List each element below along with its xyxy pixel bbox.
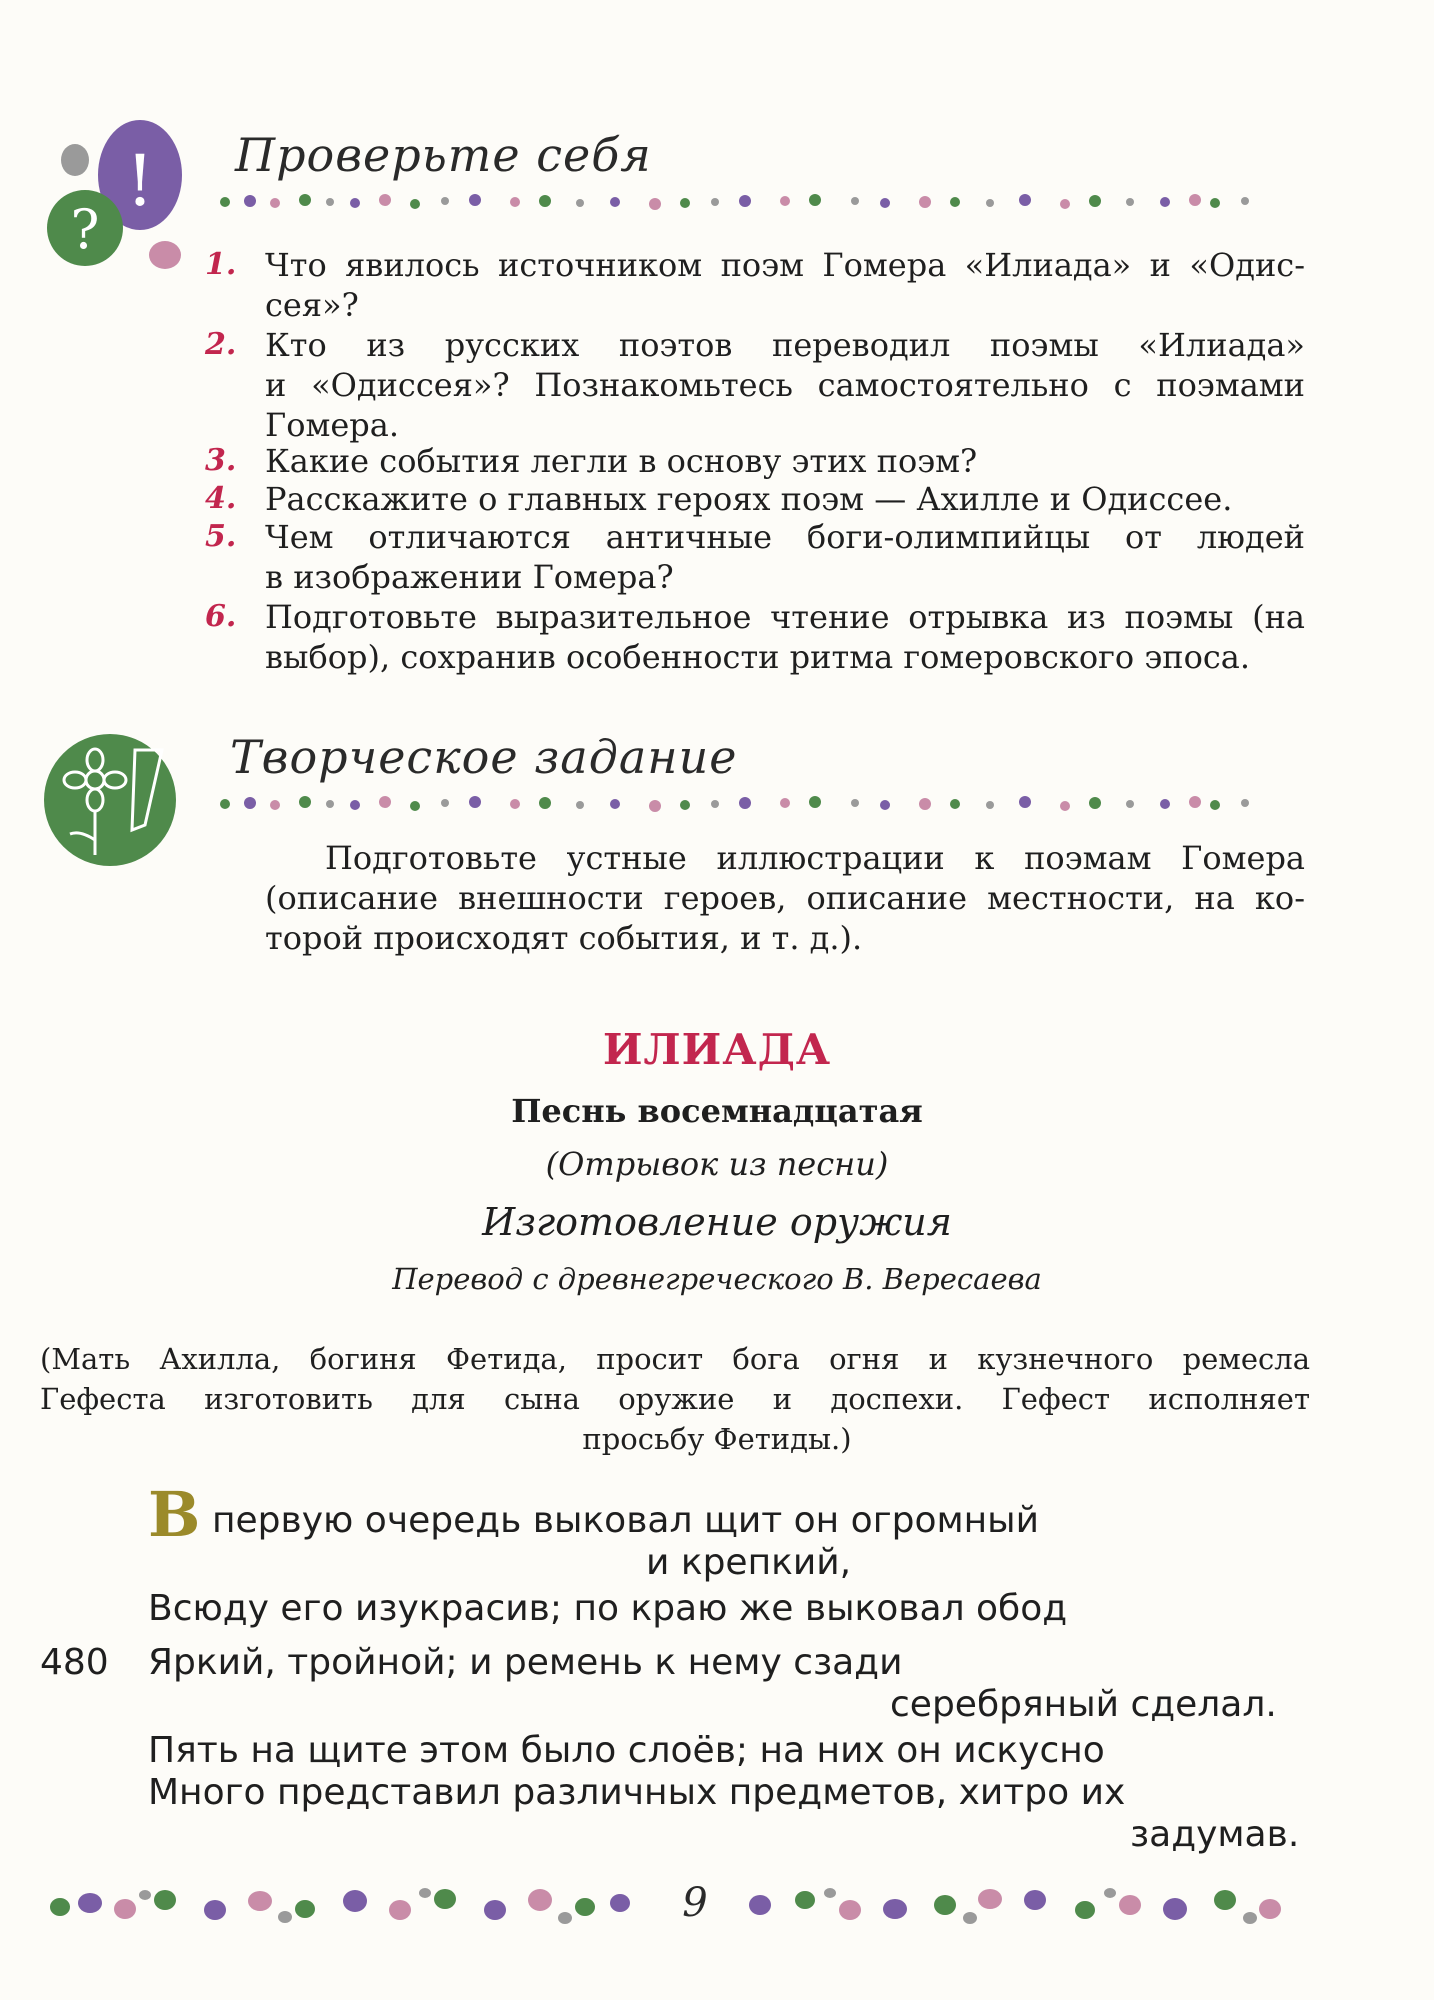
question-line: Расскажите о главных героях поэм — Ахилле и Одиссее. xyxy=(265,480,1233,518)
question-number: 1. xyxy=(205,247,237,282)
verse-line: Яркий, тройной; и ремень к нему сзади xyxy=(148,1642,903,1683)
excerpt-note: (Отрывок из песни) xyxy=(545,1145,889,1183)
verse-line: серебряный сделал. xyxy=(890,1684,1277,1725)
dot-divider xyxy=(215,792,1260,816)
question-line: в изображении Гомера? xyxy=(265,558,674,596)
translation-credit: Перевод с древнегреческого В. Вересаева xyxy=(392,1262,1042,1296)
drop-cap: В xyxy=(148,1478,201,1551)
page-number: 9 xyxy=(682,1880,708,1926)
question-number: 6. xyxy=(205,599,237,634)
line-number: 480 xyxy=(40,1642,109,1683)
question-number: 2. xyxy=(205,327,237,362)
footer-dots-left xyxy=(45,1885,640,1925)
dot-divider xyxy=(215,190,1260,214)
creative-task-line: Подготовьте устные иллюстрации к поэмам Гомера xyxy=(325,839,1305,877)
intro-line: просьбу Фетиды.) xyxy=(582,1422,852,1456)
song-title: Песнь восемнадцатая xyxy=(511,1092,923,1130)
question-line: Подготовьте выразительное чтение отрывка из поэмы (на xyxy=(265,598,1305,636)
verse-line: первую очередь выковал щит он огромный xyxy=(212,1500,1039,1541)
question-line: Гомера. xyxy=(265,406,400,444)
question-number: 5. xyxy=(205,519,237,554)
poem-title: ИЛИАДА xyxy=(602,1025,832,1074)
creative-task-line: (описание внешности героев, описание местности, на ко- xyxy=(265,879,1305,917)
check-section-title: Проверьте себя xyxy=(235,128,652,182)
poem-subtitle: Изготовление оружия xyxy=(482,1200,952,1244)
question-number: 3. xyxy=(205,443,237,478)
check-yourself-icon xyxy=(40,120,190,280)
creative-section-title: Творческое задание xyxy=(230,730,738,784)
question-line: сея»? xyxy=(265,286,359,324)
creative-task-icon xyxy=(40,730,180,870)
svg-text:!: ! xyxy=(125,140,155,222)
question-line: Чем отличаются античные боги-олимпийцы от людей xyxy=(265,518,1305,556)
verse-line: задумав. xyxy=(1130,1814,1300,1855)
question-line: Какие события легли в основу этих поэм? xyxy=(265,442,978,480)
verse-line: Всюду его изукрасив; по краю же выковал обод xyxy=(148,1588,1068,1629)
footer-dots-right xyxy=(745,1885,1300,1925)
svg-text:?: ? xyxy=(70,198,100,261)
question-line: выбор), сохранив особенности ритма гомеровского эпоса. xyxy=(265,638,1251,676)
intro-line: Гефеста изготовить для сына оружие и доспехи. Гефест исполняет xyxy=(40,1382,1310,1416)
verse-line: Пять на щите этом было слоёв; на них он искусно xyxy=(148,1730,1105,1771)
question-number: 4. xyxy=(205,481,237,516)
creative-task-line: торой происходят события, и т. д.). xyxy=(265,919,863,957)
intro-line: (Мать Ахилла, богиня Фетида, просит бога огня и кузнечного ремесла xyxy=(40,1342,1310,1376)
question-line: Что явилось источником поэм Гомера «Илиада» и «Одис- xyxy=(265,246,1305,284)
verse-line: Много представил различных предметов, хитро их xyxy=(148,1772,1126,1813)
question-line: Кто из русских поэтов переводил поэмы «Илиада» xyxy=(265,326,1305,364)
verse-line: и крепкий, xyxy=(646,1542,852,1583)
question-line: и «Одиссея»? Познакомьтесь самостоятельно с поэмами xyxy=(265,366,1305,404)
